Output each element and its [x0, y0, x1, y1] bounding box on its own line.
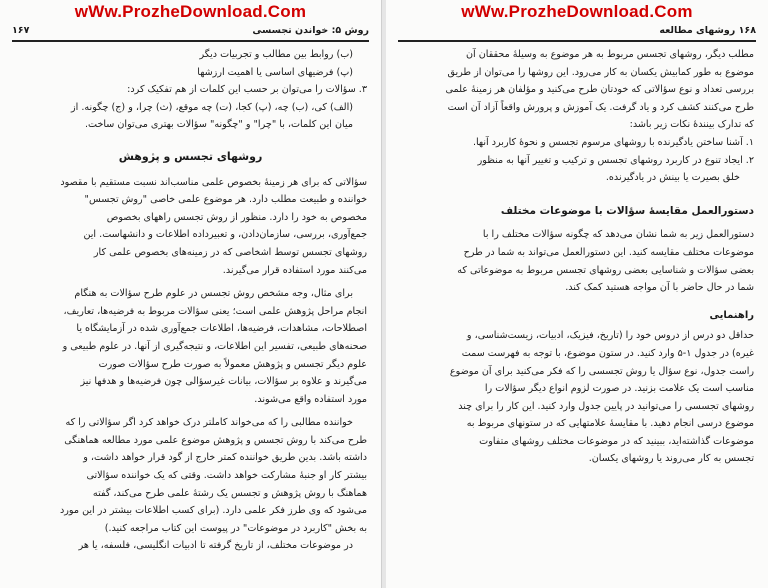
paragraph-line: موضوع درسی انجام دهید. با مقایسهٔ علامتهایی که در ستونهای مربوط به [466, 418, 754, 430]
paragraph-line: که تدارک بینندهٔ نکات زیر باشد: [629, 119, 754, 131]
page-number: ۱۶۷ [12, 24, 30, 36]
paragraph-line: موضوع به طور کمابیش یکسان به کار می‌رود. این روشها را می‌توان از طریق [447, 66, 754, 78]
header-rule [398, 40, 756, 42]
watermark-right: wWw.ProzheDownload.Com [461, 2, 693, 21]
list-item: خلق بصیرت یا بینش در یادگیرنده. [605, 172, 740, 184]
paragraph-line: روشهای تجسس توسط اشخاصی که در زمینه‌های بخصوص علمی کار [93, 246, 367, 258]
paragraph-line: صحنه‌های طبیعی، تفسیر این اطلاعات، و نتیجه‌گیری از آنها. در علوم طبیعی و [62, 340, 367, 352]
running-head-title [659, 25, 756, 36]
list-item: ۲. ایجاد تنوع در کاربرد روشهای تجسس و ترکیب و تغییر آنها به منظور [477, 154, 754, 166]
paragraph-line: شما در حال حاضر با آن مواجه هستید کمک کند. [565, 282, 754, 294]
paragraph-line: علوم دیگر تجسس و پژوهش معمولاً به صورت طرح سؤالات صورت [98, 358, 367, 370]
paragraph-line: سؤالاتی که برای هر زمینهٔ بخصوص علمی مناسب‌اند نسبت مستقیم با مقصود [60, 176, 367, 188]
paragraph-line: می‌گیرند و علاوه بر سؤالات، بیانات غیرسؤالی چون فرضیه‌ها و هدفها نیز [80, 376, 367, 388]
paragraph-line: موضوعات گذاشته‌اید، ببینید که در موضوعات مختلف روشهای متفاوت [479, 435, 754, 447]
header-rule [12, 40, 369, 42]
paragraph-line: هماهنگ با روش پژوهش و تجسس یک رشتهٔ علمی طرح می‌کند، گفته [92, 487, 367, 499]
watermark-left: wWw.ProzheDownload.Com [74, 2, 307, 21]
paragraph-line: مورد استفاده واقع می‌شوند. [254, 393, 367, 405]
paragraph-line: بیشتر کار او جنبهٔ مشارکت خواهد داشت. وقتی که یک خواننده سؤالاتی [86, 470, 367, 482]
paragraph-line: موضوعات مختلف مقایسه کنید. این دستورالعمل می‌تواند به شما در طرح [463, 246, 754, 258]
paragraph-line: راست جدول، نوع سؤال یا روش تجسسی را که فکر می‌کنید برای آن موضوع [449, 365, 754, 377]
running-head-right [398, 22, 756, 38]
section-heading: دستورالعمل مقایسهٔ سؤالات با موضوعات مختلف [500, 204, 754, 217]
paragraph-line: مناسب است یک علامت بزنید. در صورت لزوم انواع دیگر سؤالات را [484, 383, 754, 395]
paragraph-line: انجام مراحل پژوهش علمی است؛ یعنی سؤالات مربوط به فرضیه‌ها، تعاریف، [63, 305, 367, 317]
paragraph-line: اصطلاحات، مشاهدات، فرضیه‌ها، اطلاعات جمع‌آوری شده در آزمایشگاه یا [76, 323, 367, 335]
left-page-body [14, 46, 367, 584]
paragraph-line: در موضوعات مختلف، از تاریخ گرفته تا ادبیات انگلیسی، فلسفه، یا هر [78, 540, 353, 552]
item-line: ۳. سؤالات را می‌توان بر حسب این کلمات از هم تفکیک کرد: [127, 84, 367, 96]
list-line: (پ) فرضیهای اساسی یا اهمیت ارزشها [197, 66, 353, 78]
list-line: (ب) روابط بین مطالب و تجربیات دیگر [199, 49, 353, 60]
subheading: راهنمایی [709, 309, 754, 321]
paragraph-line: مخصوص به خود را دارد. منظور از روش تجسس راههای بخصوص [106, 211, 367, 223]
paragraph-line: می‌شود که وی طرز فکر علمی دارد. (برای کسب اطلاعات بیشتر در این مورد [60, 505, 367, 517]
paragraph-line: داشته باشد. بدین طریق خواننده کمتر خارج از گود قرار خواهد داشت، و [83, 452, 367, 464]
paragraph-line: برای مثال، وجه مشخص روش تجسس در علوم طرح سؤالات به هنگام [74, 288, 353, 300]
paragraph-line: مطلب دیگر، روشهای تجسس مربوط به هر موضوع به وسیلهٔ محققان آن [465, 49, 754, 60]
paragraph-line: روشهای تجسسی را می‌توانید در پایین جدول وارد کنید. این کار را برای چند [458, 400, 754, 412]
running-head-text: روشهای مطالعه [659, 24, 736, 36]
paragraph-line: طرح می‌کنند کشف کرد و یاد گرفت. یک آموزش و پرورش واقعاً آزاد آن است [447, 101, 754, 113]
running-head-left [12, 22, 369, 38]
paragraph-line: تجسس به کار می‌روند یا روشهای یکسان. [588, 453, 754, 465]
list-item: ۱. آشنا ساختن یادگیرنده با روشهای مرسوم تجسس و نحوهٔ کاربرد آنها. [472, 136, 754, 148]
right-page [386, 0, 768, 588]
paragraph-line: بعضی سؤالات و شناسایی بعضی روشهای تجسس مربوط به موضوعاتی که [457, 264, 754, 276]
page-number: ۱۶۸ [738, 24, 756, 36]
paragraph-line: جمع‌آوری، بررسی، سازمان‌دادن، و تعبیرداده اطلاعات و دانشهاست. این [83, 229, 367, 241]
right-page-body [400, 46, 754, 584]
item-line: میان این کلمات، با "چرا" و "چگونه" سؤالات بهتری می‌توان ساخت. [84, 119, 353, 131]
paragraph-line: طرح می‌کند با روش تجسس و پژوهش موضوع علمی مورد مطالعه هماهنگی [64, 434, 367, 446]
paragraph-line: غیره) در جدول ۱-۵ وارد کنید. در ستون موضوع، با توجه به فهرست سمت [461, 347, 754, 359]
paragraph-line: حداقل دو درس از دروس خود را (تاریخ، فیزیک، ادبیات، زیست‌شناسی، و [466, 330, 754, 342]
item-line: (الف) کی، (ب) چه، (پ) کجا، (ت) چه موقع، (ث) چرا، و (ج) چگونه. از [71, 101, 353, 113]
paragraph-line: به بخش "کاربرد در موضوعات" در پیوست این کتاب مراجعه کنید.) [104, 522, 367, 534]
section-heading: روشهای تجسس و پژوهش [118, 149, 263, 163]
paragraph-line: بررسی تعداد و نوع سؤالاتی که خودتان طرح می‌کنید و مؤلفان هر زمینهٔ علمی [445, 84, 754, 96]
paragraph-line: می‌کنند مورد استفاده قرار می‌گیرند. [222, 264, 367, 276]
running-head-title: روش ۵: خواندن تجسسی [252, 24, 369, 36]
paragraph-line: خواننده مطالبی را که می‌خواند کاملتر درک خواهد کرد اگر سؤالاتی را که [65, 417, 353, 429]
paragraph-line: خواننده و طبیعت مطلب دارد. هر موضوع علمی خاصی "روش تجسس" [84, 194, 367, 206]
left-page [0, 0, 382, 588]
paragraph-line: دستورالعمل زیر به شما نشان می‌دهد که چگونه سؤالات مختلف را با [482, 229, 754, 241]
